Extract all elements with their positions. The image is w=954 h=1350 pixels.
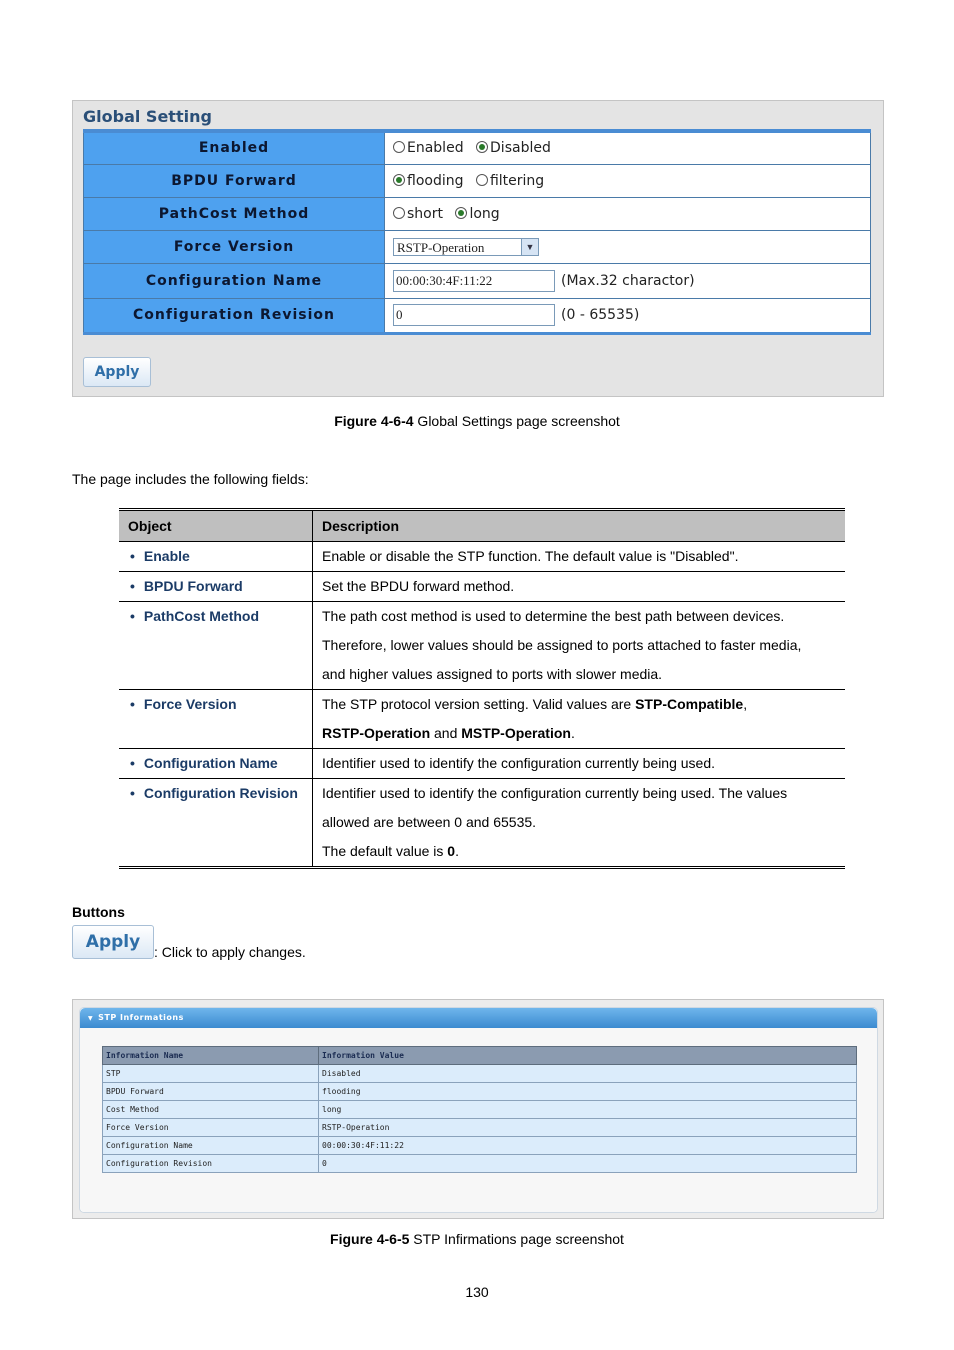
intro-text: The page includes the following fields: xyxy=(72,471,309,487)
pathcost-option-short[interactable]: short xyxy=(393,206,443,222)
enabled-option-enabled[interactable]: Enabled xyxy=(393,140,464,156)
bullet-icon: • xyxy=(130,696,135,712)
table-row xyxy=(119,690,845,749)
table-row xyxy=(119,779,845,868)
table-row: Configuration Name 00:00:30:4F:11:22 xyxy=(103,1137,857,1155)
table-row: STP Disabled xyxy=(103,1065,857,1083)
configuration-name-label: Configuration Name xyxy=(84,263,385,298)
stp-informations-panel xyxy=(72,999,884,1219)
object-cell: • Configuration Name xyxy=(119,749,313,779)
pathcost-method-label: PathCost Method xyxy=(84,197,385,230)
apply-description: : Click to apply changes. xyxy=(154,944,306,960)
configuration-name-hint: (Max.32 charactor) xyxy=(561,272,695,289)
pathcost-method-options xyxy=(385,197,871,230)
enabled-options xyxy=(385,131,871,164)
stp-informations-body xyxy=(80,1028,877,1212)
bpdu-forward-options xyxy=(385,164,871,197)
configuration-name-cell xyxy=(385,263,871,298)
info-value-header: Information Value xyxy=(319,1047,857,1065)
radio-icon[interactable] xyxy=(393,141,405,153)
bullet-icon: • xyxy=(130,755,135,771)
configuration-name-input[interactable]: 00:00:30:4F:11:22 xyxy=(393,270,555,292)
enabled-label: Enabled xyxy=(84,131,385,164)
description-header: Description xyxy=(313,510,846,542)
object-cell: • BPDU Forward xyxy=(119,572,313,602)
object-cell: • Force Version xyxy=(119,690,313,749)
radio-selected-icon[interactable] xyxy=(476,141,488,153)
buttons-heading: Buttons xyxy=(72,904,125,920)
bpdu-option-filtering[interactable]: filtering xyxy=(476,173,544,189)
force-version-cell xyxy=(385,230,871,263)
table-row: Configuration Revision 0 xyxy=(103,1155,857,1173)
configuration-revision-label: Configuration Revision xyxy=(84,298,385,333)
bullet-icon: • xyxy=(130,608,135,624)
description-cell: Set the BPDU forward method. xyxy=(313,572,846,602)
object-header: Object xyxy=(119,510,313,542)
table-row xyxy=(119,572,845,602)
force-version-label: Force Version xyxy=(84,230,385,263)
description-cell: Identifier used to identify the configuration currently being used. The values allowed are between 0 and 65535. The default value is 0. xyxy=(313,779,846,868)
description-cell: The path cost method is used to determine the best path between devices. Therefore, lower values should be assigned to ports attached to faster media, and higher values assigned to ports with slower media. xyxy=(313,602,846,690)
radio-selected-icon[interactable] xyxy=(393,174,405,186)
info-name-header: Information Name xyxy=(103,1047,319,1065)
stp-info-table xyxy=(102,1046,857,1173)
collapse-triangle-icon[interactable]: ▼ xyxy=(88,1015,94,1022)
bullet-icon: • xyxy=(130,578,135,594)
radio-icon[interactable] xyxy=(476,174,488,186)
configuration-revision-input[interactable]: 0 xyxy=(393,304,555,326)
stp-informations-header[interactable]: ▼ STP Informations xyxy=(80,1008,877,1028)
table-row: BPDU Forward flooding xyxy=(103,1083,857,1101)
object-cell: • Configuration Revision xyxy=(119,779,313,868)
description-cell: Enable or disable the STP function. The default value is "Disabled". xyxy=(313,542,846,572)
apply-button[interactable]: Apply xyxy=(83,357,151,387)
description-cell: The STP protocol version setting. Valid values are STP-Compatible, RSTP-Operation and MSTP-Operation. xyxy=(313,690,846,749)
radio-selected-icon[interactable] xyxy=(455,207,467,219)
table-row xyxy=(119,749,845,779)
table-row xyxy=(119,602,845,690)
pathcost-option-long[interactable]: long xyxy=(455,206,499,222)
global-setting-table xyxy=(83,129,871,335)
enabled-option-disabled[interactable]: Disabled xyxy=(476,140,551,156)
bpdu-option-flooding[interactable]: flooding xyxy=(393,173,464,189)
table-row: Cost Method long xyxy=(103,1101,857,1119)
figure-caption-4-6-4: Figure 4-6-4 Global Settings page screenshot xyxy=(334,413,620,429)
description-cell: Identifier used to identify the configuration currently being used. xyxy=(313,749,846,779)
table-row xyxy=(119,542,845,572)
object-cell: • Enable xyxy=(119,542,313,572)
global-setting-title: Global Setting xyxy=(83,107,212,126)
bullet-icon: • xyxy=(130,785,135,801)
table-row: Force Version RSTP-Operation xyxy=(103,1119,857,1137)
bullet-icon: • xyxy=(130,548,135,564)
page-number: 130 xyxy=(465,1284,489,1300)
stp-informations-box xyxy=(79,1007,878,1213)
global-setting-panel xyxy=(72,100,884,397)
radio-icon[interactable] xyxy=(393,207,405,219)
chevron-down-icon[interactable]: ▼ xyxy=(521,239,538,255)
figure-caption-4-6-5: Figure 4-6-5 STP Infirmations page screenshot xyxy=(330,1231,624,1247)
configuration-revision-cell xyxy=(385,298,871,333)
object-cell: • PathCost Method xyxy=(119,602,313,690)
fields-table xyxy=(119,508,845,869)
apply-button-example[interactable]: Apply xyxy=(72,925,154,959)
force-version-select[interactable]: RSTP-Operation ▼ xyxy=(393,238,539,256)
configuration-revision-hint: (0 - 65535) xyxy=(561,307,640,323)
bpdu-forward-label: BPDU Forward xyxy=(84,164,385,197)
